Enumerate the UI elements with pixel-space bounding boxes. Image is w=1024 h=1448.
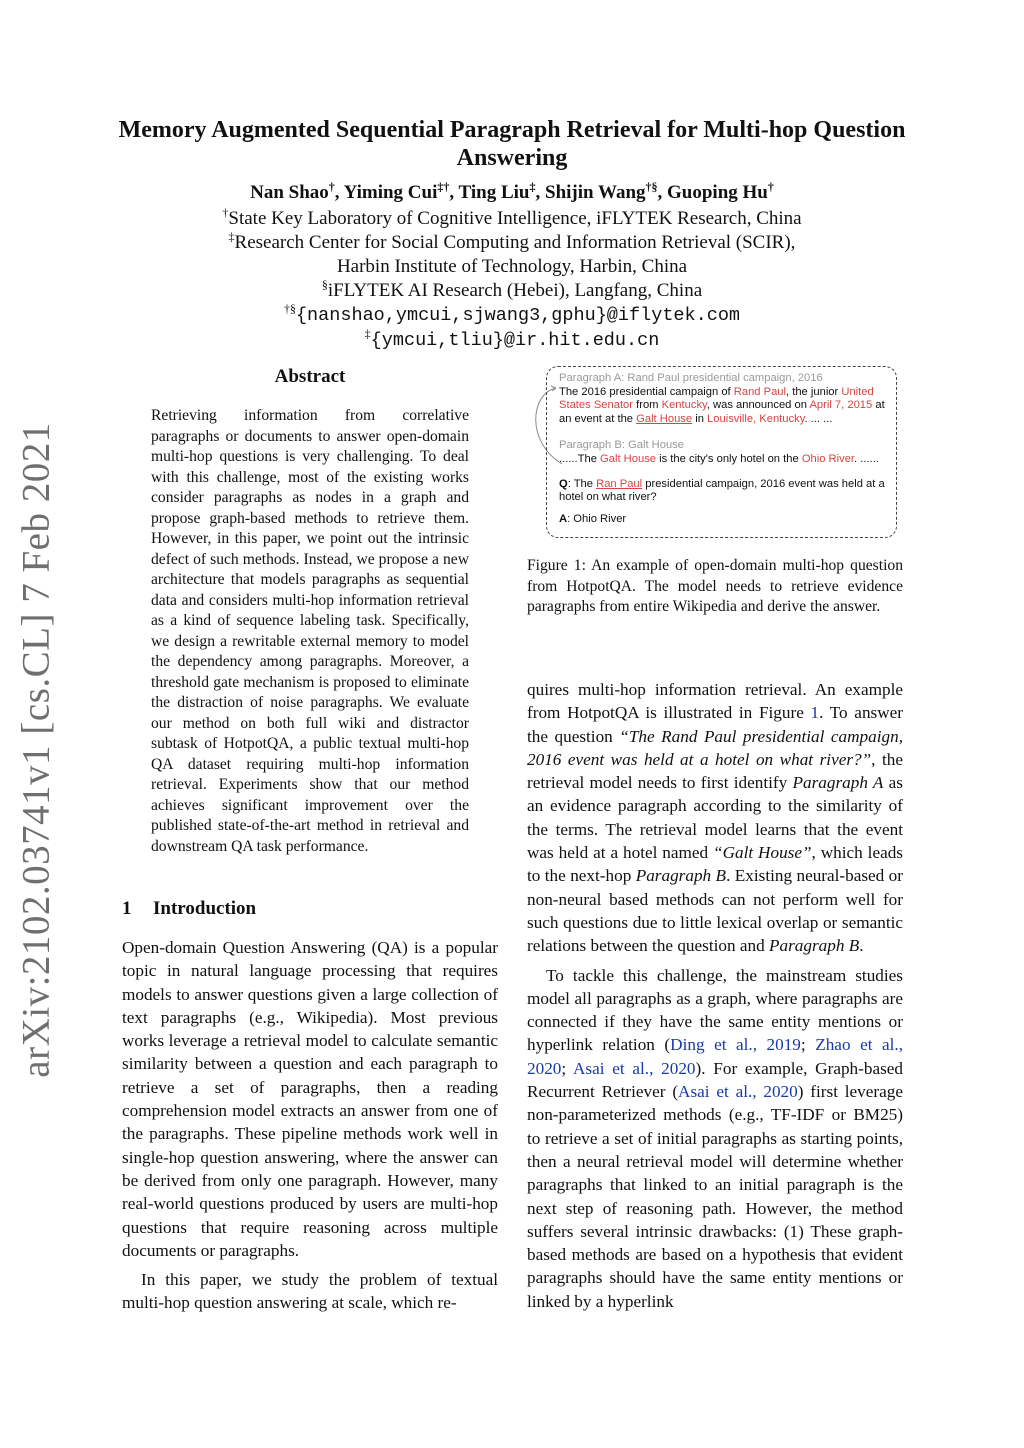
intro-left-column <box>122 936 498 1315</box>
paragraph: Open-domain Question Answering (QA) is a popular topic in natural language processing that requires models to answer questions given a large collection of text paragraphs (e.g., Wikipedia). Most previous works leverage a retrieval model to calculate semantic similarity between a question and each paragraph to retrieve a set of paragraphs, then a reading comprehension model extracts an answer from one of the paragraphs. These pipeline methods work well in single-hop question answering, where the answer can be derived from only one paragraph. However, many real-world questions produced by users are multi-hop questions that require reasoning across multiple documents or paragraphs. <box>122 938 498 1260</box>
email-line: ‡{ymcui,tliu}@ir.hit.edu.cn <box>364 326 660 351</box>
email-line: †§{nanshao,ymcui,sjwang3,gphu}@iflytek.com <box>283 301 741 326</box>
figure-paragraph-b: ......The Galt House is the city's only hotel on the Ohio River. ...... <box>559 452 879 465</box>
email[interactable]: {nanshao,ymcui,sjwang3,gphu}@iflytek.com <box>295 305 741 326</box>
figure-paragraph-a: The 2016 presidential campaign of Rand Paul, the junior United States Senator from Kentucky, was announced on April 7, 2015 at an event at the Galt House in Louisville, Kentucky. ... ... <box>559 385 885 425</box>
affiliation: ‡Research Center for Social Computing and Information Retrieval (SCIR), <box>228 229 796 253</box>
paragraph: To tackle this challenge, the mainstream studies model all paragraphs as a graph, where paragraphs are connected if they have the same entity mentions or hyperlink relation (Ding et al., 2019; Zhao et al., 2020; Asai et al., 2020). For example, Graph-based Recurrent Retriever (Asai et al., 2020) first leverage non-parameterized methods (e.g., TF-IDF or BM25) to retrieve a set of initial paragraphs as starting points, then a neural retrieval model will determine whether paragraphs that linked to an initial paragraph is the next step of reasoning path. However, the method suffers several intrinsic drawbacks: (1) These graph-based methods are based on a hypothesis that evident paragraphs should have the same entity mentions or linked by a hyperlink <box>527 965 903 1311</box>
figure-paragraph-a-caption: Paragraph A: Rand Paul presidential campaign, 2016 <box>559 372 823 384</box>
galt-house-link[interactable]: Galt House <box>636 412 693 425</box>
author-list: Nan Shao†, Yiming Cui‡†, Ting Liu‡, Shijin Wang†§, Guoping Hu† <box>250 179 774 203</box>
figure-1-box <box>546 366 897 538</box>
figure-answer: A: Ohio River <box>559 512 627 525</box>
figure-question: Q: The Ran Paul presidential campaign, 2016 event was held at a hotel on what river? <box>559 477 885 504</box>
email[interactable]: {ymcui,tliu}@ir.hit.edu.cn <box>370 330 660 351</box>
arxiv-id: arXiv:2102.03741v1 [cs.CL] 7 Feb 2021 <box>14 422 58 1078</box>
affiliations <box>100 207 924 353</box>
author-name: Shijin Wang <box>545 182 646 203</box>
figure-paragraph-b-caption: Paragraph B: Galt House <box>559 439 684 452</box>
author-name: Yiming Cui <box>343 182 438 203</box>
paragraph: In this paper, we study the problem of textual multi-hop question answering at scale, which re- <box>122 1270 498 1313</box>
author-name: Nan Shao <box>250 182 329 203</box>
section-title: Introduction <box>153 898 257 919</box>
intro-right-column <box>527 678 903 1313</box>
citation-link[interactable]: Zhao et al., 2020 <box>527 1035 903 1078</box>
paragraph: quires multi-hop information retrieval. An example from HotpotQA is illustrated in Figure 1. To answer the question “The Rand Paul presidential campaign, 2016 event was held at a hotel on what river?”, the retrieval model needs to first identify Paragraph A as an evidence paragraph according to the similarity of the terms. The retrieval model learns that the event was held at a hotel named “Galt House”, which leads to the next-hop Paragraph B. Existing neural-based or non-neural based methods can not perform well for such questions due to little lexical overlap or semantic relations between the question and Paragraph B. <box>527 680 904 956</box>
affiliation: §iFLYTEK AI Research (Hebei), Langfang, China <box>321 277 703 301</box>
figure-caption: Figure 1: An example of open-domain multi-hop question from HotpotQA. The model needs to retrieve evidence paragraphs from entire Wikipedia and derive the answer. <box>527 557 903 615</box>
arxiv-stamp <box>6 422 66 1078</box>
abstract-text: Retrieving information from correlative paragraphs or documents to answer open-domain multi-hop questions is very challenging. To deal with this challenge, most of the existing works consider paragraphs as nodes in a graph and propose graph-based methods to retrieve them. However, in this paper, we point out the intrinsic defect of such methods. Instead, we propose a new architecture that models paragraphs as sequential data and considers multi-hop information retrieval as a kind of sequence labeling task. Specifically, we design a rewritable external memory to model the dependency among paragraphs. Moreover, a threshold gate mechanism is proposed to eliminate the distraction of noise paragraphs. We evaluate our method on both full wiki and distractor subtask of HotpotQA, a public textual multi-hop QA dataset requiring multi-hop information retrieval. Experiments show that our method achieves significant improvement over the published state-of-the-art method in retrieval and downstream QA task performance. <box>151 407 469 855</box>
citation-link[interactable]: Asai et al., 2020 <box>572 1058 696 1078</box>
paper-title: Memory Augmented Sequential Paragraph Retrieval for Multi-hop Question Answering <box>118 117 906 171</box>
author-name: Ting Liu <box>458 182 530 203</box>
figure-ref-link[interactable]: 1 <box>810 703 820 723</box>
author-name: Guoping Hu <box>667 182 768 203</box>
abstract-heading: Abstract <box>274 366 346 387</box>
affiliation: Harbin Institute of Technology, Harbin, China <box>336 256 688 277</box>
citation-link[interactable]: Ding et al., 2019 <box>670 1035 801 1055</box>
affiliation: †State Key Laboratory of Cognitive Intelligence, iFLYTEK Research, China <box>222 205 802 229</box>
citation-link[interactable]: Asai et al., 2020 <box>678 1082 798 1102</box>
section-heading <box>122 898 256 920</box>
section-number: 1 <box>122 898 132 919</box>
rand-paul-link[interactable]: Ran Paul <box>596 477 643 490</box>
